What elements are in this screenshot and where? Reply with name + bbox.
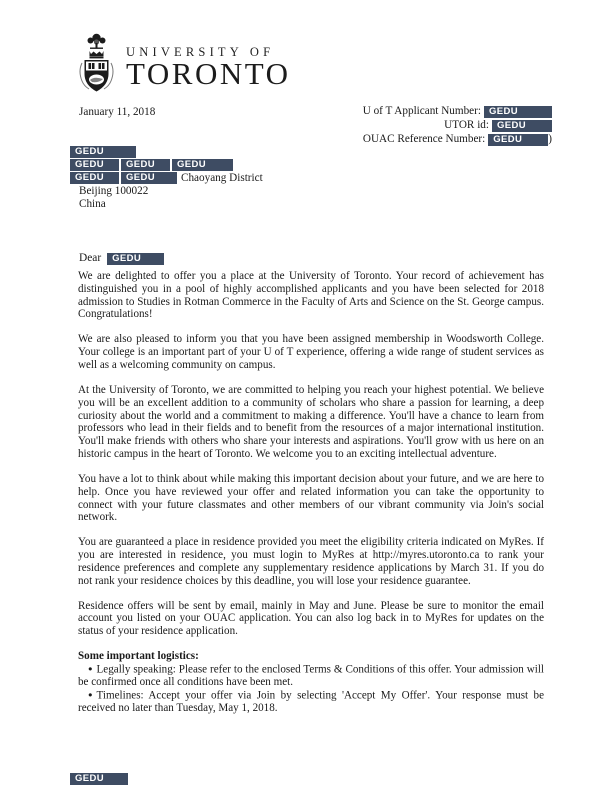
redaction-badge: GEDU xyxy=(172,159,233,171)
salutation-text: Dear xyxy=(79,252,102,264)
paragraph-welcome: At the University of Toronto, we are committed to helping you reach your highest potential. We believe you will be an excellent addition to a community of scholars who share a passion for learning, a deep curiosity about the world and a commitment to making a difference. You'll have a chance to learn from professors who lead in their fields and to benefit from the resources of a major international institution. You'll make friends with others who share your interests and aspirations. You'll grow with us here on an historic campus in the heart of Toronto. We welcome you to an exciting intellectual adventure. xyxy=(78,383,544,460)
redaction-badge: GEDU xyxy=(121,159,170,171)
paragraph-college: We are also pleased to inform you that you have been assigned membership in Woodsworth College. Your college is an important part of your U of T experience, offering a wide range of student services as well as a welcoming community on campus. xyxy=(78,333,544,371)
applicant-number-row xyxy=(363,104,552,118)
redaction-badge: GEDU xyxy=(70,159,119,171)
letter-date: January 11, 2018 xyxy=(79,106,156,118)
bullet-icon: ● xyxy=(88,690,93,700)
bullet-text: Timelines: Accept your offer via Join by selecting 'Accept My Offer'. Your response must be received no later than Tuesday, May 1, 2018. xyxy=(78,689,544,715)
applicant-id-block xyxy=(363,104,552,147)
paragraph-residence-guarantee: You are guaranteed a place in residence provided you meet the eligibility criteria indicated on MyRes. If you are interested in residence, you must login to MyRes at http://myres.utoronto.ca to rank your residence preferences and complete any supplementary residence applications by March 31. If you do not rank your residence choices by this deadline, you will lose your residence guarantee. xyxy=(78,536,544,587)
redaction-badge: GEDU xyxy=(121,172,177,184)
paragraph-join-network: You have a lot to think about while making this important decision about your future, and we are here to help. Once you have reviewed your offer and related information you can take the opportunity to connect with your future classmates and other members of our vibrant community via Join's social network. xyxy=(78,472,544,524)
logo-text-university-of: UNIVERSITY OF xyxy=(126,45,275,59)
logo-wordmark xyxy=(126,33,290,89)
paragraph-residence-offers: Residence offers will be sent by email, mainly in May and June. Please be sure to monitor the email account you listed on your OUAC application. You can also log back in to MyRes for updates on the status of your residence application. xyxy=(78,599,544,638)
redaction-badge: GEDU xyxy=(488,134,548,146)
address-block xyxy=(70,146,263,210)
logo-text-toronto: TORONTO xyxy=(126,56,291,91)
ouac-reference-label: OUAC Reference Number: xyxy=(362,133,486,146)
bullet-item-legal xyxy=(78,663,544,689)
bullet-item-timelines xyxy=(78,689,544,715)
address-line-2 xyxy=(70,159,263,172)
utor-id-label: UTOR id: xyxy=(444,119,489,132)
uoft-logo xyxy=(76,33,290,93)
footer-redaction xyxy=(70,767,128,785)
redaction-badge: GEDU xyxy=(70,172,119,184)
paragraph-offer: We are delighted to offer you a place at the University of Toronto. Your record of achievement has distinguished you in a pool of highly accomplished applicants and you have been selected for 2018 admission to Studies in Rotman Commerce in the Faculty of Arts and Science on the St. George campus. Congratulations! xyxy=(78,270,544,321)
ouac-reference-row xyxy=(363,132,552,146)
logistics-heading: Some important logistics: xyxy=(78,650,199,663)
uoft-crest-icon xyxy=(76,33,117,93)
applicant-number-label: U of T Applicant Number: xyxy=(362,105,481,117)
redaction-badge: GEDU xyxy=(107,253,164,265)
field-suffix: ) xyxy=(548,133,552,146)
address-city: Beijing 100022 xyxy=(79,185,149,197)
redaction-badge: GEDU xyxy=(484,106,552,118)
bullet-icon: ● xyxy=(88,664,93,674)
redaction-badge: GEDU xyxy=(70,773,128,785)
utor-id-row xyxy=(363,118,552,132)
bullet-text: Legally speaking: Please refer to the enclosed Terms & Conditions of this offer. Your admission will be confirmed once all conditions have been met. xyxy=(78,663,544,689)
letter-body xyxy=(78,270,544,715)
salutation-line xyxy=(79,252,164,264)
redaction-badge: GEDU xyxy=(70,146,136,158)
redaction-badge: GEDU xyxy=(492,120,552,132)
address-line-3 xyxy=(70,172,263,185)
address-district: Chaoyang District xyxy=(181,172,263,184)
address-line-1 xyxy=(70,146,263,159)
address-country: China xyxy=(79,197,106,210)
